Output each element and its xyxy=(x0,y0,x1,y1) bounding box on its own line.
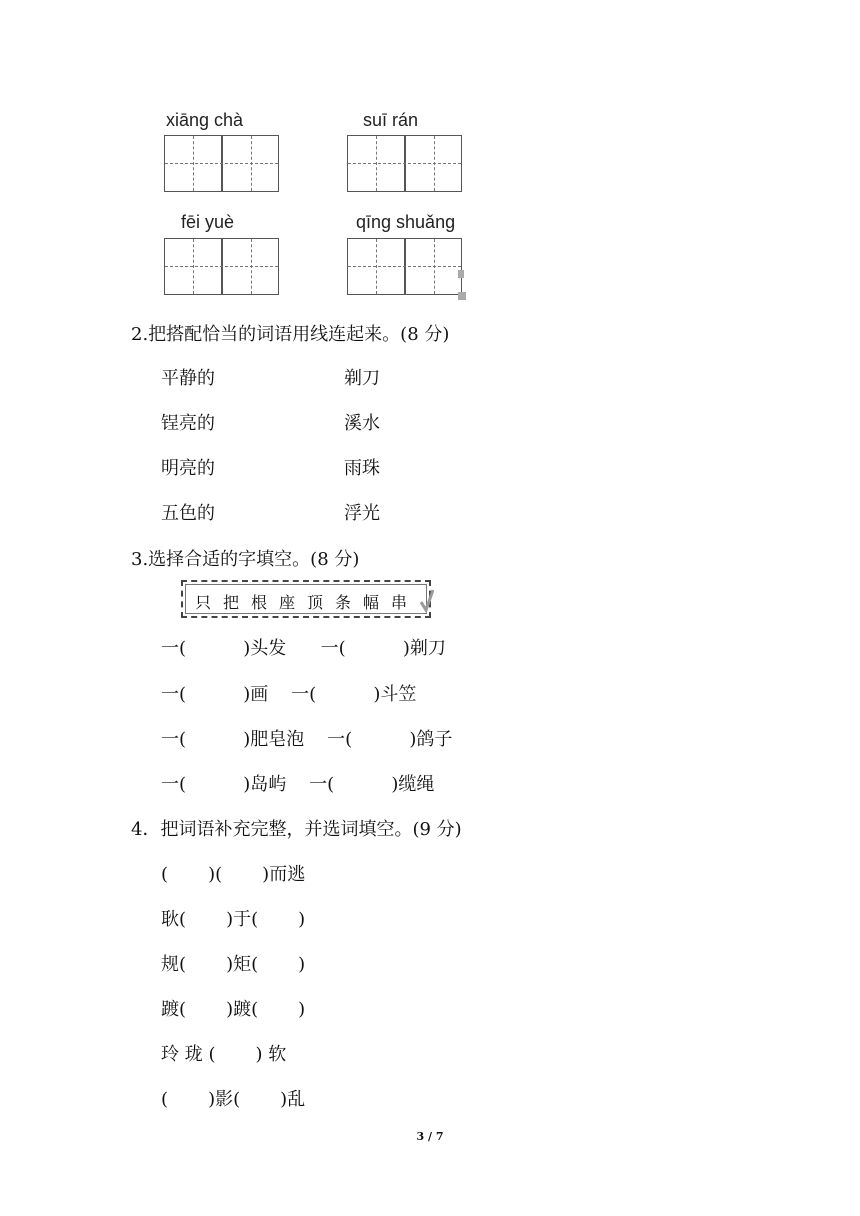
q2-right-2[interactable]: 溪水 xyxy=(344,413,380,434)
q4-line-1[interactable]: ( )( )而逃 xyxy=(161,864,306,885)
q3-line-4[interactable]: 一( )岛屿 一( )缆绳 xyxy=(161,774,435,795)
q3-line-2[interactable]: 一( )画 一( )斗笠 xyxy=(161,684,417,705)
q2-left-1[interactable]: 平静的 xyxy=(161,368,215,389)
writing-grid-3[interactable] xyxy=(164,238,279,295)
q2-left-2[interactable]: 锃亮的 xyxy=(161,413,215,434)
writing-grid-1[interactable] xyxy=(164,135,279,192)
scan-mark-icon xyxy=(456,270,466,300)
writing-grid-4[interactable] xyxy=(347,238,462,295)
word-bank-box xyxy=(181,580,431,618)
check-mark-icon xyxy=(420,586,434,616)
q2-title: 2.把搭配恰当的词语用线连起来。(8 分) xyxy=(131,324,450,345)
q3-title: 3.选择合适的字填空。(8 分) xyxy=(131,549,360,570)
pinyin-label-1: xiāng chà xyxy=(166,110,244,130)
word-bank-chars: 只把根座顶条幅串 xyxy=(195,593,420,612)
q4-line-5[interactable]: 玲 珑 ( ) 软 xyxy=(161,1044,287,1065)
page-number: 3 / 7 xyxy=(416,1130,444,1143)
q4-line-2[interactable]: 耿( )于( ) xyxy=(161,909,306,930)
q4-line-3[interactable]: 规( )矩( ) xyxy=(161,954,306,975)
q4-line-6[interactable]: ( )影( )乱 xyxy=(161,1089,306,1110)
q2-right-1[interactable]: 剃刀 xyxy=(344,368,380,389)
q4-line-4[interactable]: 踱( )踱( ) xyxy=(161,999,306,1020)
pinyin-label-3: fēi yuè xyxy=(181,212,235,232)
pinyin-label-2: suī rán xyxy=(363,110,419,130)
q2-left-3[interactable]: 明亮的 xyxy=(161,458,215,479)
q3-line-3[interactable]: 一( )肥皂泡 一( )鸽子 xyxy=(161,729,453,750)
q2-right-4[interactable]: 浮光 xyxy=(344,503,380,524)
q3-line-1[interactable]: 一( )头发 一( )剃刀 xyxy=(161,638,446,659)
writing-grid-2[interactable] xyxy=(347,135,462,192)
q4-title: 4．把词语补充完整，并选词填空。(9 分) xyxy=(131,819,462,840)
q2-left-4[interactable]: 五色的 xyxy=(161,503,215,524)
pinyin-label-4: qīng shuǎng xyxy=(356,212,456,232)
q2-right-3[interactable]: 雨珠 xyxy=(344,458,380,479)
